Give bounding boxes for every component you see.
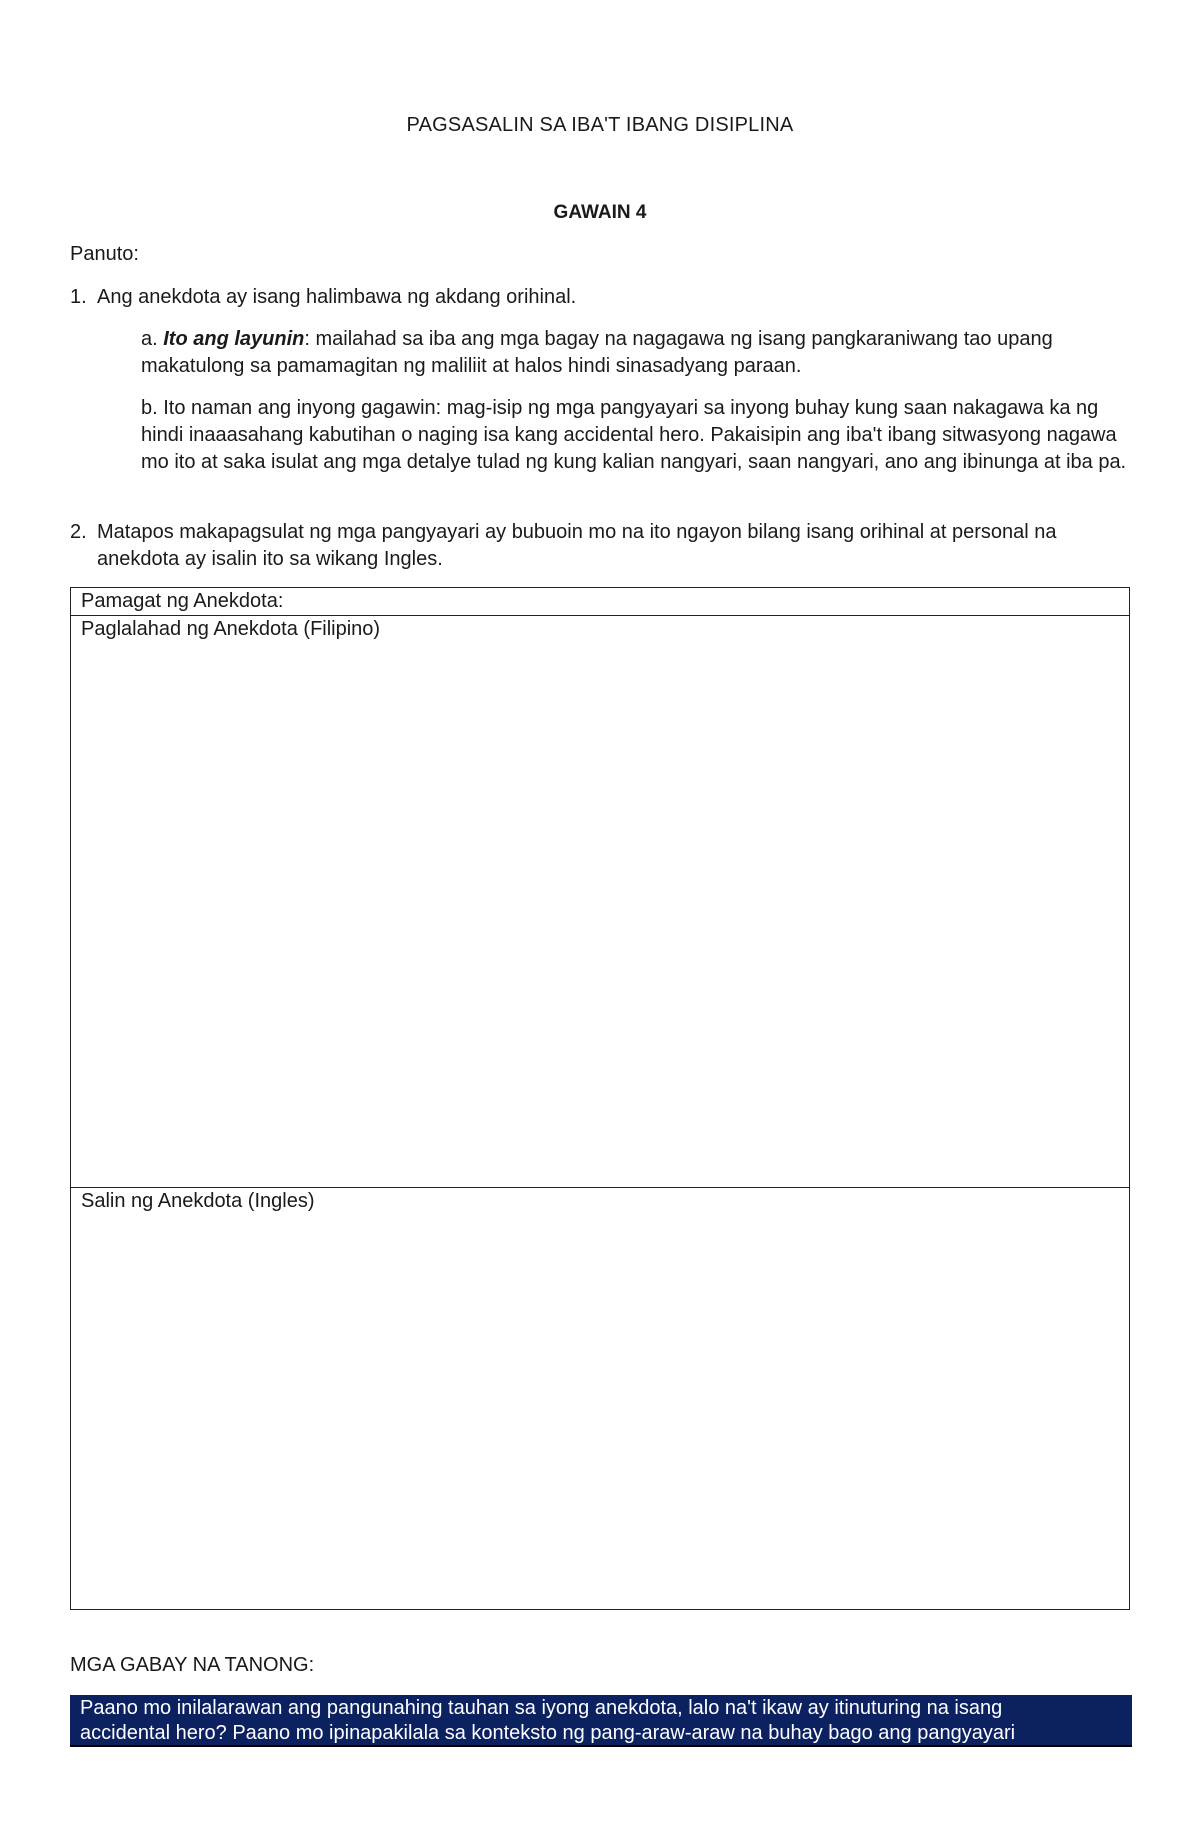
guide-questions-label: MGA GABAY NA TANONG: (70, 1654, 315, 1676)
instruction-number: 1. (70, 286, 87, 308)
sub-a-emphasis: Ito ang layunin (163, 328, 305, 350)
anecdote-title-row[interactable] (71, 588, 1129, 616)
instructions-label: Panuto: (70, 243, 139, 265)
instruction-text: Matapos makapagsulat ng mga pangyayari ay bubuoin mo na ito ngayon bilang isang orihinal at personal na anekdota ay isalin ito sa wikang Ingles. (97, 521, 1057, 570)
anecdote-english-cell[interactable] (71, 1188, 1129, 1609)
anecdote-worksheet-table (70, 587, 1130, 1610)
guide-question-box (70, 1695, 1132, 1747)
activity-title: GAWAIN 4 (553, 202, 647, 223)
guide-question-line-1: Paano mo inilalarawan ang pangunahing tauhan sa iyong anekdota, lalo na't ikaw ay itinuturing na isang (80, 1697, 1003, 1719)
instruction-number: 2. (70, 521, 87, 543)
guide-question-line-2: accidental hero? Paano mo ipinapakilala sa konteksto ng pang-araw-araw na buhay bago ang pangyayari (80, 1722, 1016, 1744)
anecdote-filipino-cell[interactable] (71, 616, 1129, 1188)
sub-a-text: : mailahad sa iba ang mga bagay na nagagawa ng isang pangkaraniwang tao upang makatulong sa pamamagitan ng maliliit at halos hindi sinasadyang paraan. (141, 328, 1053, 377)
anecdote-title-label: Pamagat ng Anekdota: (81, 590, 284, 612)
instruction-item-1 (70, 284, 1130, 311)
instruction-text: Ang anekdota ay isang halimbawa ng akdang orihinal. (97, 286, 577, 308)
anecdote-english-label: Salin ng Anekdota (Ingles) (81, 1190, 315, 1212)
instruction-sub-a (141, 326, 1131, 380)
instruction-item-2 (70, 519, 1130, 573)
subject-title: PAGSASALIN SA IBA'T IBANG DISIPLINA (406, 114, 794, 136)
sub-a-prefix: a. (141, 328, 158, 350)
instruction-sub-b: b. Ito naman ang inyong gagawin: mag-isip ng mga pangyayari sa inyong buhay kung saan nakagawa ka ng hindi inaaasahang kabutihan o naging isa kang accidental hero. Pakaisipin ang iba't ibang sitwasyong nagawa mo ito at saka isulat ang mga detalye tulad ng kung kalian nangyari, saan nangyari, ano ang ibinunga at iba pa. (141, 397, 1127, 473)
anecdote-filipino-label: Paglalahad ng Anekdota (Filipino) (81, 618, 381, 640)
